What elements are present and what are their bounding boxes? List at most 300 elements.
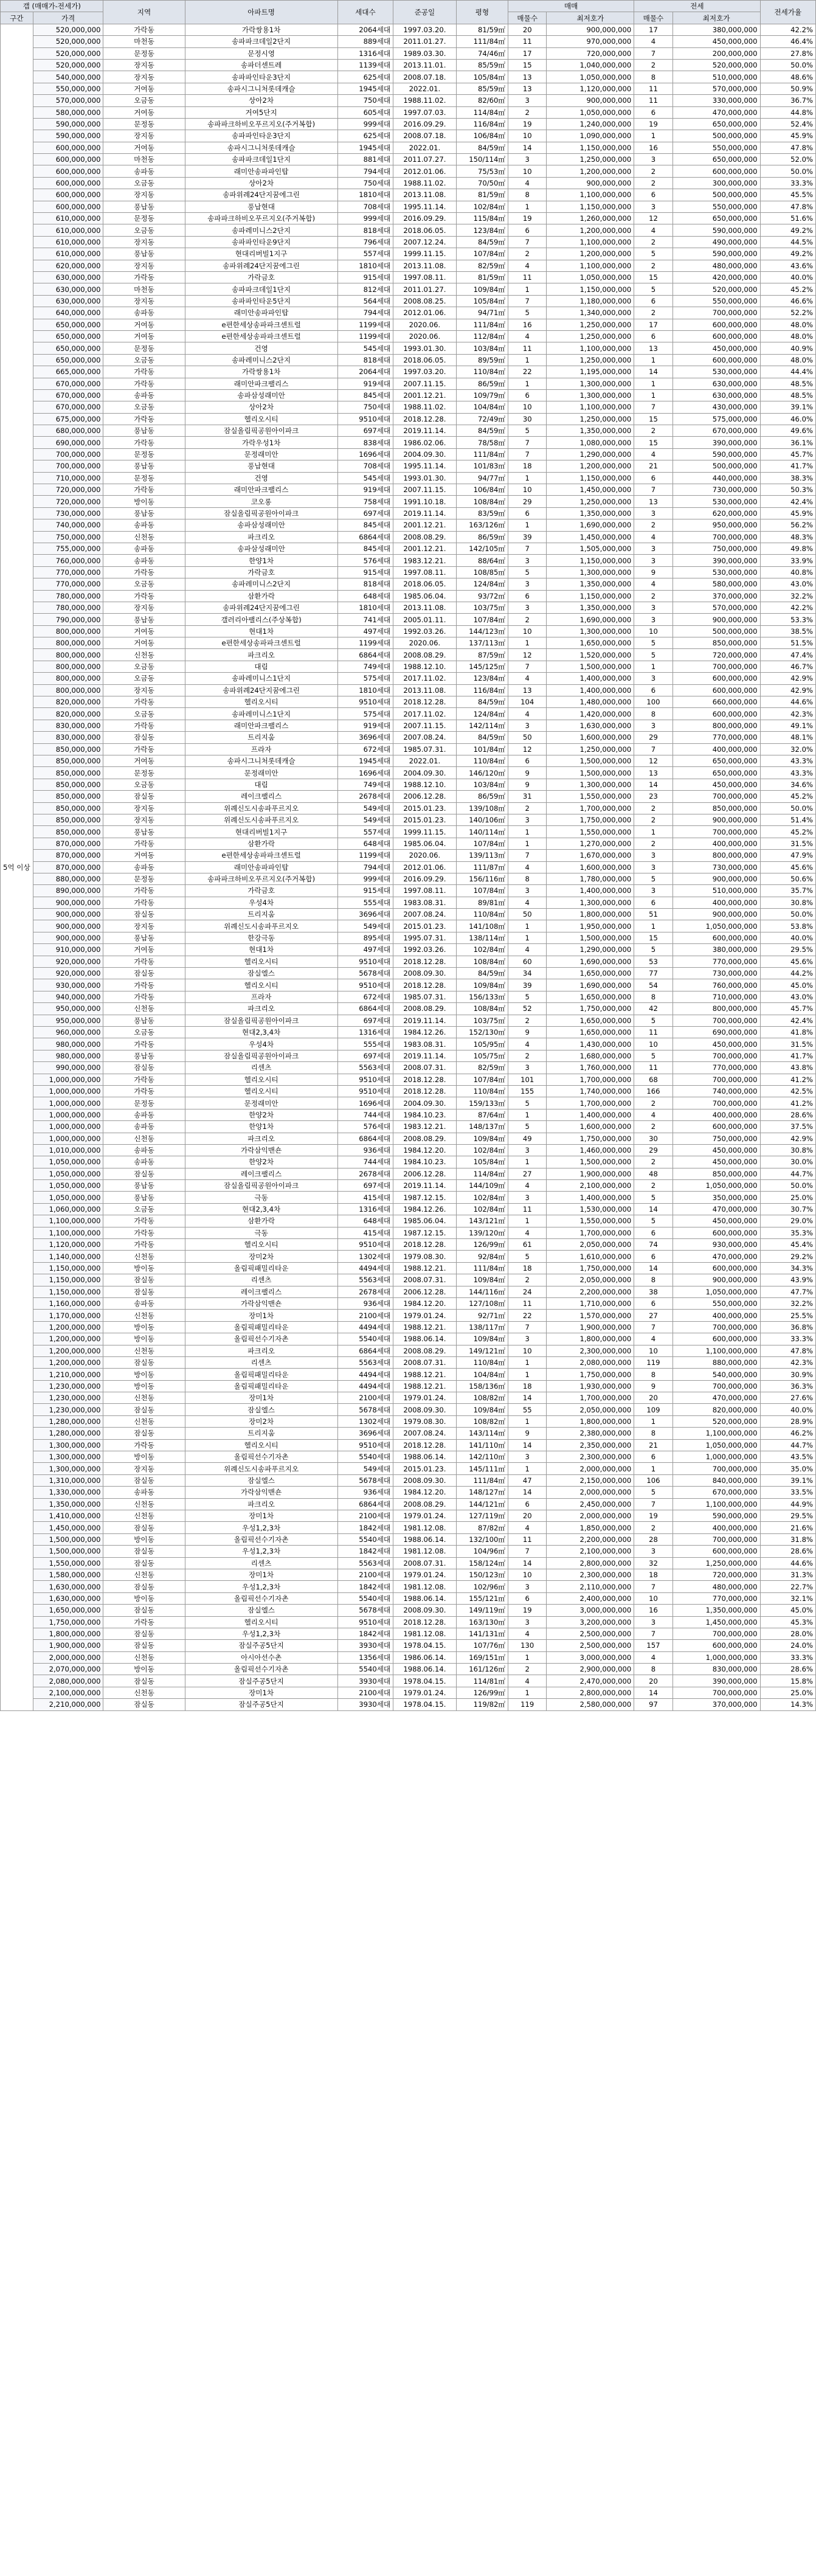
sale-min-price-cell: 1,250,000,000: [547, 354, 634, 366]
apt-name-cell: 가락삼익맨숀: [185, 1144, 337, 1156]
ratio-cell: 45.2%: [760, 826, 816, 838]
area-cell: 84/59㎡: [456, 236, 508, 248]
table-row: [1, 1546, 816, 1557]
year-cell: 1984.12.20.: [393, 1487, 457, 1498]
sale-min-price-cell: 3,000,000,000: [547, 1651, 634, 1663]
sale-min-price-cell: 2,050,000,000: [547, 1404, 634, 1415]
ratio-cell: 41.2%: [760, 1097, 816, 1109]
year-cell: 2007.08.24.: [393, 1428, 457, 1439]
apt-name-cell: 잠실올림픽공원아이파크: [185, 425, 337, 437]
households-cell: 1696세대: [337, 1097, 393, 1109]
sale-count-cell: 3: [508, 578, 547, 590]
jeonse-min-price-cell: 390,000,000: [673, 437, 760, 448]
apt-name-cell: 잠실엘스: [185, 1605, 337, 1616]
region-cell: 잠실동: [103, 1522, 185, 1533]
jeonse-count-cell: 18: [634, 1569, 673, 1580]
households-cell: 697세대: [337, 1180, 393, 1192]
sale-count-cell: 2: [508, 802, 547, 814]
apt-name-cell: 장미1차: [185, 1510, 337, 1522]
households-cell: 5678세대: [337, 1404, 393, 1415]
households-cell: 1945세대: [337, 755, 393, 767]
table-row: [1, 448, 816, 460]
gap-cell: 590,000,000: [33, 118, 103, 130]
sale-min-price-cell: 1,700,000,000: [547, 1074, 634, 1085]
households-cell: 9510세대: [337, 1085, 393, 1097]
region-cell: 방이동: [103, 1333, 185, 1345]
area-cell: 108/84㎡: [456, 1003, 508, 1015]
sale-count-cell: 19: [508, 213, 547, 224]
table-row: [1, 1215, 816, 1227]
region-cell: 신천동: [103, 1510, 185, 1522]
area-cell: 123/84㎡: [456, 673, 508, 684]
ratio-cell: 49.8%: [760, 543, 816, 554]
area-cell: 102/96㎡: [456, 1581, 508, 1592]
jeonse-count-cell: 6: [634, 1297, 673, 1309]
households-cell: 936세대: [337, 1487, 393, 1498]
jeonse-min-price-cell: 600,000,000: [673, 1121, 760, 1133]
sale-min-price-cell: 1,500,000,000: [547, 661, 634, 672]
sale-min-price-cell: 1,850,000,000: [547, 1522, 634, 1533]
area-cell: 127/119㎡: [456, 1510, 508, 1522]
year-cell: 1988.06.14.: [393, 1451, 457, 1463]
jeonse-count-cell: 14: [634, 1262, 673, 1274]
sale-count-cell: 11: [508, 1533, 547, 1545]
region-cell: 가락동: [103, 1439, 185, 1451]
year-cell: 1985.07.31.: [393, 743, 457, 755]
year-cell: 1986.06.14.: [393, 1651, 457, 1663]
apt-name-cell: 잠실주공5단지: [185, 1675, 337, 1687]
sale-count-cell: 9: [508, 1428, 547, 1439]
sale-count-cell: 49: [508, 1133, 547, 1144]
table-body: [1, 24, 816, 1710]
jeonse-count-cell: 2: [634, 519, 673, 531]
jeonse-min-price-cell: 770,000,000: [673, 732, 760, 743]
apt-name-cell: 올림픽선수기자촌: [185, 1333, 337, 1345]
gap-cell: 1,230,000,000: [33, 1380, 103, 1392]
area-cell: 109/84㎡: [456, 283, 508, 295]
jeonse-min-price-cell: 930,000,000: [673, 1239, 760, 1251]
jeonse-count-cell: 11: [634, 1026, 673, 1038]
households-cell: 1199세대: [337, 637, 393, 649]
table-row: [1, 944, 816, 956]
ratio-cell: 31.5%: [760, 838, 816, 849]
ratio-cell: 44.2%: [760, 968, 816, 979]
area-cell: 107/84㎡: [456, 248, 508, 260]
table-row: [1, 566, 816, 578]
table-row: [1, 224, 816, 236]
households-cell: 1842세대: [337, 1546, 393, 1557]
sale-count-cell: 7: [508, 448, 547, 460]
jeonse-count-cell: 8: [634, 991, 673, 1002]
year-header: 준공일: [393, 1, 457, 24]
region-cell: 송파동: [103, 1144, 185, 1156]
jeonse-count-cell: 1: [634, 920, 673, 932]
households-cell: 750세대: [337, 95, 393, 106]
sale-min-price-cell: 1,050,000,000: [547, 106, 634, 118]
gap-cell: 1,000,000,000: [33, 1133, 103, 1144]
table-row: [1, 106, 816, 118]
year-cell: 1979.01.24.: [393, 1510, 457, 1522]
apt-name-cell: 올림픽패밀리타운: [185, 1380, 337, 1392]
households-cell: 750세대: [337, 401, 393, 413]
jeonse-count-cell: 7: [634, 1498, 673, 1510]
region-cell: 오금동: [103, 708, 185, 720]
table-row: [1, 1616, 816, 1628]
ratio-cell: 25.0%: [760, 1192, 816, 1203]
sale-count-cell: 2: [508, 614, 547, 625]
year-cell: 2008.09.30.: [393, 968, 457, 979]
jeonse-count-cell: 3: [634, 602, 673, 613]
households-cell: 915세대: [337, 566, 393, 578]
table-row: [1, 1274, 816, 1286]
sale-min-price-cell: 1,080,000,000: [547, 437, 634, 448]
region-cell: 문정동: [103, 873, 185, 884]
area-cell: 84/59㎡: [456, 425, 508, 437]
gap-cell: 1,000,000,000: [33, 1109, 103, 1120]
sale-min-price-cell: 2,500,000,000: [547, 1640, 634, 1651]
year-cell: 1979.01.24.: [393, 1569, 457, 1580]
area-cell: 81/59㎡: [456, 189, 508, 201]
area-cell: 156/116㎡: [456, 873, 508, 884]
households-cell: 3696세대: [337, 732, 393, 743]
sale-count-cell: 18: [508, 1262, 547, 1274]
jeonse-count-cell: 3: [634, 1616, 673, 1628]
jeonse-count-cell: 3: [634, 850, 673, 861]
sale-count-cell: 1: [508, 201, 547, 212]
table-row: [1, 1121, 816, 1133]
area-cell: 109/84㎡: [456, 1333, 508, 1345]
table-row: [1, 83, 816, 94]
jeonse-min-price-cell: 900,000,000: [673, 814, 760, 825]
gap-cell: 670,000,000: [33, 378, 103, 389]
jeonse-count-cell: 10: [634, 625, 673, 637]
ratio-cell: 51.6%: [760, 213, 816, 224]
jeonse-min-price-cell: 470,000,000: [673, 106, 760, 118]
region-cell: 가락동: [103, 24, 185, 35]
ratio-cell: 46.0%: [760, 413, 816, 425]
sale-count-cell: 18: [508, 1380, 547, 1392]
area-cell: 169/151㎡: [456, 1651, 508, 1663]
sale-min-price-cell: 1,180,000,000: [547, 295, 634, 307]
households-cell: 5563세대: [337, 1062, 393, 1074]
year-cell: 1984.12.26.: [393, 1203, 457, 1215]
year-cell: 2008.07.31.: [393, 1356, 457, 1368]
area-cell: 108/82㎡: [456, 1415, 508, 1427]
apt-name-cell: 헬리오시티: [185, 956, 337, 967]
year-cell: 1981.12.08.: [393, 1522, 457, 1533]
area-cell: 132/100㎡: [456, 1533, 508, 1545]
apt-name-cell: 위례신도시송파푸르지오: [185, 814, 337, 825]
households-cell: 648세대: [337, 590, 393, 602]
year-cell: 1997.03.20.: [393, 366, 457, 378]
sale-count-cell: 1: [508, 1687, 547, 1698]
sale-min-price-cell: 1,570,000,000: [547, 1310, 634, 1321]
apt-name-cell: 현대리버빌1지구: [185, 248, 337, 260]
gap-cell: 640,000,000: [33, 307, 103, 319]
ratio-cell: 45.9%: [760, 130, 816, 142]
year-cell: 1991.10.18.: [393, 496, 457, 507]
jeonse-min-price-cell: 1,050,000,000: [673, 920, 760, 932]
households-cell: 9510세대: [337, 413, 393, 425]
households-cell: 794세대: [337, 165, 393, 177]
area-cell: 87/82㎡: [456, 1522, 508, 1533]
jeonse-count-cell: 15: [634, 437, 673, 448]
gap-cell: 930,000,000: [33, 979, 103, 991]
table-row: [1, 1003, 816, 1015]
table-row: [1, 743, 816, 755]
table-row: [1, 1168, 816, 1179]
table-row: [1, 1428, 816, 1439]
area-cell: 141/131㎡: [456, 1628, 508, 1639]
sale-min-price-cell: 2,300,000,000: [547, 1345, 634, 1356]
sale-count-cell: 10: [508, 625, 547, 637]
jeonse-min-price-cell: 1,050,000,000: [673, 1180, 760, 1192]
ratio-cell: 43.8%: [760, 1062, 816, 1074]
jeonse-count-cell: 11: [634, 95, 673, 106]
households-cell: 9510세대: [337, 1074, 393, 1085]
households-cell: 2100세대: [337, 1310, 393, 1321]
area-cell: 109/84㎡: [456, 1274, 508, 1286]
apt-name-cell: 삼환가락: [185, 1215, 337, 1227]
year-cell: 2018.06.05.: [393, 578, 457, 590]
sale-min-price-cell: 1,610,000,000: [547, 1251, 634, 1262]
region-cell: 송파동: [103, 1109, 185, 1120]
jeonse-min-header: 최저호가: [673, 12, 760, 24]
table-row: [1, 1133, 816, 1144]
table-row: [1, 413, 816, 425]
table-row: [1, 920, 816, 932]
sale-count-cell: 5: [508, 1097, 547, 1109]
area-cell: 106/84㎡: [456, 130, 508, 142]
region-cell: 거여동: [103, 319, 185, 330]
jeonse-count-cell: 12: [634, 755, 673, 767]
table-row: [1, 366, 816, 378]
gap-cell: 770,000,000: [33, 566, 103, 578]
households-cell: 936세대: [337, 1144, 393, 1156]
sale-min-price-cell: 1,500,000,000: [547, 932, 634, 943]
jeonse-count-cell: 4: [634, 531, 673, 543]
sale-count-cell: 4: [508, 708, 547, 720]
sale-min-price-cell: 1,400,000,000: [547, 673, 634, 684]
region-cell: 가락동: [103, 1227, 185, 1238]
gap-cell: 850,000,000: [33, 743, 103, 755]
jeonse-min-price-cell: 660,000,000: [673, 696, 760, 708]
sale-min-price-cell: 1,650,000,000: [547, 968, 634, 979]
sale-count-cell: 3: [508, 1062, 547, 1074]
sale-count-cell: 11: [508, 1297, 547, 1309]
sale-count-cell: 4: [508, 1180, 547, 1192]
table-row: [1, 968, 816, 979]
jeonse-min-price-cell: 470,000,000: [673, 1203, 760, 1215]
area-cell: 108/82㎡: [456, 1392, 508, 1404]
table-row: [1, 460, 816, 472]
sale-count-cell: 1: [508, 920, 547, 932]
sale-count-cell: 9: [508, 767, 547, 779]
year-cell: 1988.11.02.: [393, 401, 457, 413]
apt-name-cell: 우성1,2,3차: [185, 1522, 337, 1533]
sale-count-cell: 7: [508, 661, 547, 672]
sale-min-price-cell: 1,050,000,000: [547, 71, 634, 83]
jeonse-count-cell: 1: [634, 130, 673, 142]
area-cell: 87/64㎡: [456, 1109, 508, 1120]
apt-name-cell: 송파레미니스2단지: [185, 578, 337, 590]
region-cell: 가락동: [103, 720, 185, 731]
area-cell: 102/84㎡: [456, 944, 508, 956]
households-cell: 895세대: [337, 932, 393, 943]
households-cell: 1316세대: [337, 1026, 393, 1038]
jeonse-count-cell: 48: [634, 1168, 673, 1179]
table-row: [1, 614, 816, 625]
gap-cell: 520,000,000: [33, 47, 103, 59]
households-cell: 796세대: [337, 236, 393, 248]
gap-cell: 1,000,000,000: [33, 1097, 103, 1109]
region-cell: 풍납동: [103, 1192, 185, 1203]
region-cell: 가락동: [103, 271, 185, 283]
area-cell: 114/84㎡: [456, 1168, 508, 1179]
ratio-cell: 44.8%: [760, 106, 816, 118]
area-cell: 119/82㎡: [456, 1699, 508, 1710]
sale-count-cell: 1: [508, 826, 547, 838]
area-cell: 109/84㎡: [456, 979, 508, 991]
area-cell: 92/71㎡: [456, 1310, 508, 1321]
jeonse-count-cell: 8: [634, 1274, 673, 1286]
ratio-cell: 51.5%: [760, 637, 816, 649]
jeonse-count-cell: 2: [634, 1156, 673, 1168]
apt-name-cell: 잠실올림픽공원아이파크: [185, 507, 337, 519]
year-cell: 2008.09.30.: [393, 1474, 457, 1486]
table-row: [1, 1451, 816, 1463]
year-cell: 1988.12.10.: [393, 779, 457, 790]
region-cell: 가락동: [103, 366, 185, 378]
region-cell: 잠실동: [103, 1356, 185, 1368]
table-row: [1, 1592, 816, 1604]
apt-name-cell: 헬리오시티: [185, 1239, 337, 1251]
year-cell: 1979.08.30.: [393, 1251, 457, 1262]
jeonse-min-price-cell: 1,050,000,000: [673, 1286, 760, 1297]
area-cell: 109/79㎡: [456, 389, 508, 401]
gap-cell: 1,150,000,000: [33, 1286, 103, 1297]
ratio-cell: 48.0%: [760, 354, 816, 366]
sale-min-price-cell: 1,100,000,000: [547, 260, 634, 271]
households-cell: 575세대: [337, 673, 393, 684]
gap-header: 가격: [33, 12, 103, 24]
gap-cell: 1,280,000,000: [33, 1428, 103, 1439]
ratio-cell: 29.5%: [760, 944, 816, 956]
area-cell: 110/84㎡: [456, 1356, 508, 1368]
gap-cell: 610,000,000: [33, 248, 103, 260]
sale-count-cell: 10: [508, 401, 547, 413]
region-cell: 문정동: [103, 1097, 185, 1109]
sale-count-cell: 3: [508, 1333, 547, 1345]
jeonse-min-price-cell: 690,000,000: [673, 1026, 760, 1038]
sale-min-price-cell: 1,530,000,000: [547, 1203, 634, 1215]
gap-cell: 1,000,000,000: [33, 1085, 103, 1097]
households-cell: 6864세대: [337, 649, 393, 661]
year-cell: 2011.01.27.: [393, 283, 457, 295]
jeonse-count-cell: 13: [634, 767, 673, 779]
apt-name-cell: 문정래미안: [185, 1097, 337, 1109]
ratio-cell: 47.9%: [760, 850, 816, 861]
jeonse-count-cell: 23: [634, 791, 673, 802]
region-cell: 가락동: [103, 979, 185, 991]
table-row: [1, 1675, 816, 1687]
region-cell: 신천동: [103, 531, 185, 543]
sale-count-cell: 18: [508, 460, 547, 472]
gap-cell: 800,000,000: [33, 637, 103, 649]
sale-min-price-cell: 2,050,000,000: [547, 1274, 634, 1286]
ratio-cell: 31.3%: [760, 1569, 816, 1580]
jeonse-min-price-cell: 590,000,000: [673, 448, 760, 460]
sale-count-cell: 31: [508, 791, 547, 802]
table-row: [1, 389, 816, 401]
ratio-cell: 43.5%: [760, 1451, 816, 1463]
jeonse-count-cell: 2: [634, 802, 673, 814]
apt-name-cell: 레이크팰리스: [185, 791, 337, 802]
jeonse-count-cell: 2: [634, 1121, 673, 1133]
jeonse-min-price-cell: 600,000,000: [673, 684, 760, 696]
table-row: [1, 814, 816, 825]
gap-cell: 1,300,000,000: [33, 1439, 103, 1451]
sale-count-cell: 3: [508, 720, 547, 731]
jeonse-count-cell: 15: [634, 271, 673, 283]
table-row: [1, 991, 816, 1002]
ratio-cell: 28.6%: [760, 1664, 816, 1675]
gap-cell: 900,000,000: [33, 897, 103, 908]
region-cell: 풍납동: [103, 614, 185, 625]
year-cell: 1981.12.08.: [393, 1546, 457, 1557]
households-cell: 555세대: [337, 897, 393, 908]
gap-cell: 1,500,000,000: [33, 1546, 103, 1557]
table-row: [1, 59, 816, 71]
table-row: [1, 979, 816, 991]
sale-min-price-cell: 1,200,000,000: [547, 248, 634, 260]
gap-cell: 940,000,000: [33, 991, 103, 1002]
jeonse-min-price-cell: 600,000,000: [673, 673, 760, 684]
gap-cell: 1,280,000,000: [33, 1415, 103, 1427]
year-cell: 2017.11.02.: [393, 708, 457, 720]
table-row: [1, 330, 816, 342]
year-cell: 1989.03.30.: [393, 47, 457, 59]
table-row: [1, 1310, 816, 1321]
households-cell: 1199세대: [337, 319, 393, 330]
apt-name-cell: 위례신도시송파푸르지오: [185, 802, 337, 814]
jeonse-count-cell: 8: [634, 1369, 673, 1380]
region-cell: 잠실동: [103, 1428, 185, 1439]
ratio-cell: 47.8%: [760, 1345, 816, 1356]
region-cell: 송파동: [103, 165, 185, 177]
sale-min-price-cell: 1,290,000,000: [547, 448, 634, 460]
jeonse-min-price-cell: 350,000,000: [673, 1192, 760, 1203]
households-cell: 2678세대: [337, 1168, 393, 1179]
households-cell: 919세대: [337, 720, 393, 731]
jeonse-count-cell: 17: [634, 319, 673, 330]
jeonse-min-price-cell: 740,000,000: [673, 1085, 760, 1097]
year-cell: 1983.12.21.: [393, 555, 457, 566]
sale-count-cell: 13: [508, 71, 547, 83]
jeonse-count-cell: 4: [634, 578, 673, 590]
region-cell: 문정동: [103, 213, 185, 224]
sale-min-price-cell: 1,260,000,000: [547, 213, 634, 224]
jeonse-min-price-cell: 1,100,000,000: [673, 1345, 760, 1356]
households-cell: 697세대: [337, 425, 393, 437]
households-cell: 1696세대: [337, 448, 393, 460]
households-cell: 749세대: [337, 661, 393, 672]
apt-name-cell: 송파시그니처롯데캐슬: [185, 755, 337, 767]
region-cell: 오금동: [103, 401, 185, 413]
gap-cell: 740,000,000: [33, 519, 103, 531]
sale-count-cell: 7: [508, 543, 547, 554]
sale-count-cell: 4: [508, 1038, 547, 1050]
